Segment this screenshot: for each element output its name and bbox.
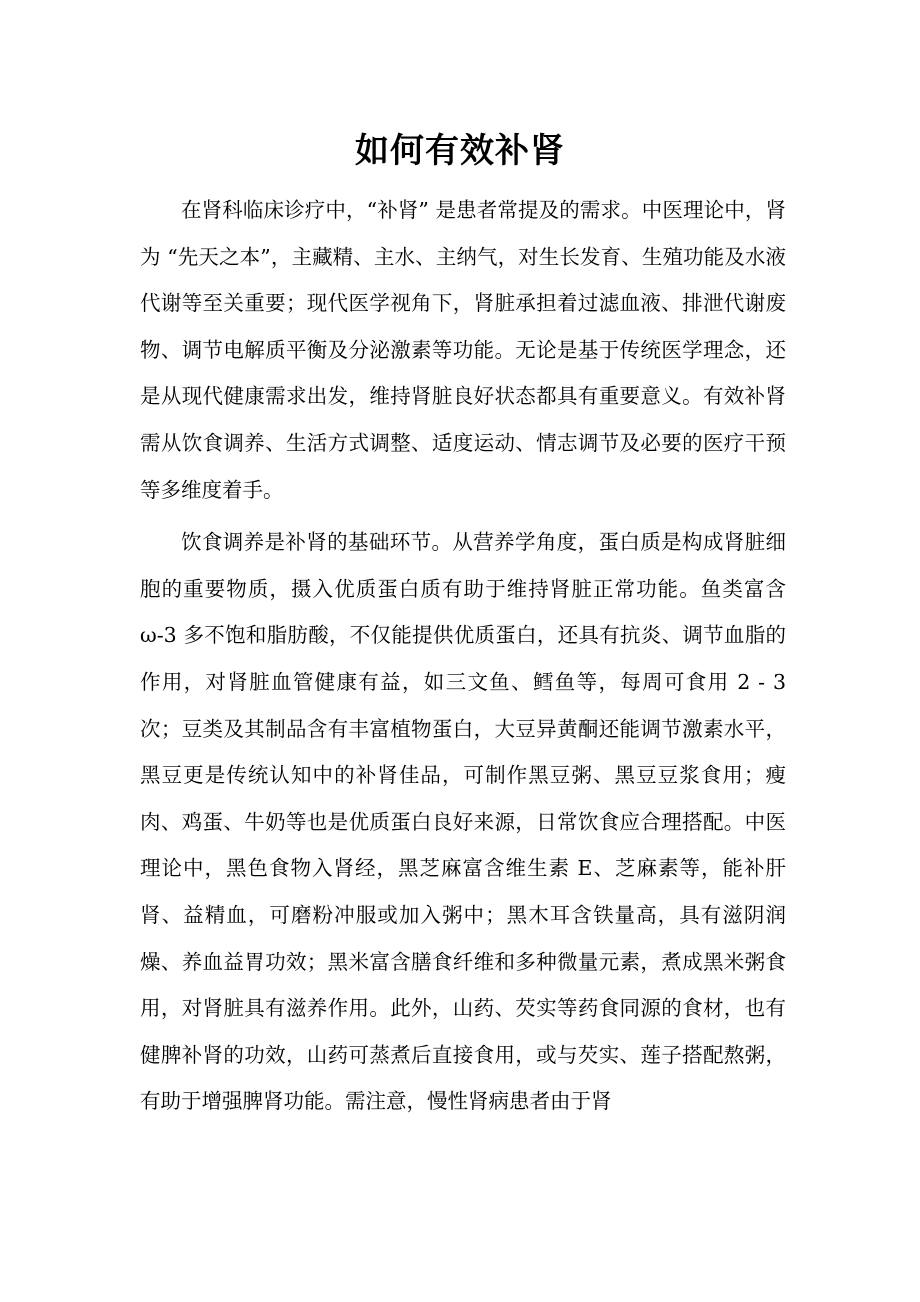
paragraph-diet: 饮食调养是补肾的基础环节。从营养学角度，蛋白质是构成肾脏细胞的重要物质，摄入优质蛋白质有助于维持肾脏正常功能。鱼类富含 ω-3 多不饱和脂肪酸，不仅能提供优质蛋白，还具有抗炎、调节血脂的作用，对肾脏血管健康有益，如三文鱼、鳕鱼等，每周可食用 2 - 3 次；豆类及其制品含有丰富植物蛋白，大豆异黄酮还能调节激素水平，黑豆更是传统认知中的补肾佳品，可制作黑豆粥、黑豆豆浆食用；瘦肉、鸡蛋、牛奶等也是优质蛋白良好来源，日常饮食应合理搭配。中医理论中，黑色食物入肾经，黑芝麻富含维生素 E、芝麻素等，能补肝肾、益精血，可磨粉冲服或加入粥中；黑木耳含铁量高，具有滋阴润燥、养血益胃功效；黑米富含膳食纤维和多种微量元素，煮成黑米粥食用，对肾脏具有滋养作用。此外，山药、芡实等药食同源的食材，也有健脾补肾的功效，山药可蒸煮后直接食用，或与芡实、莲子搭配熬粥，有助于增强脾肾功能。需注意，慢性肾病患者由于肾 [140, 530, 786, 1114]
document-title: 如何有效补肾 [355, 131, 565, 171]
paragraph-intro: 在肾科临床诊疗中，“补肾” 是患者常提及的需求。中医理论中，肾为 “先天之本”，主藏精、主水、主纳气，对生长发育、生殖功能及水液代谢等至关重要；现代医学视角下，肾脏承担着过滤血液、排泄代谢废物、调节电解质平衡及分泌激素等功能。无论是基于传统医学理念，还是从现代健康需求出发，维持肾脏良好状态都具有重要意义。有效补肾需从饮食调养、生活方式调整、适度运动、情志调节及必要的医疗干预等多维度着手。 [140, 198, 786, 502]
document-body [140, 187, 786, 1125]
